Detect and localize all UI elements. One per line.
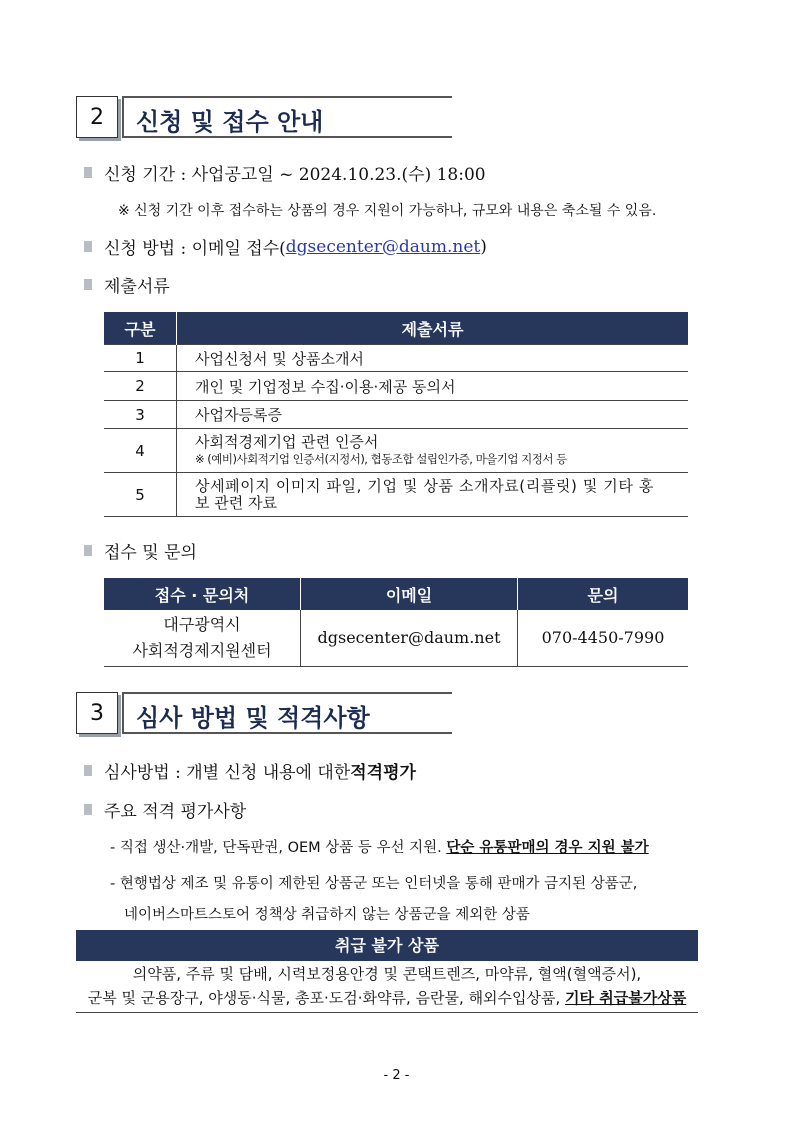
row-sub-text: ※ (예비)사회적기업 인증서(지정서), 협동조합 설립인가증, 마을기업 지정서 등 xyxy=(195,451,567,466)
bullet-square-icon xyxy=(84,241,92,252)
review-method-text: 심사방법 : 개별 신청 내용에 대한 xyxy=(104,763,351,783)
row-text: 개인 및 기업정보 수집·이용·제공 동의서 xyxy=(177,372,689,401)
criteria-item-1-bold: 단순 유통판매의 경우 지원 불가 xyxy=(446,840,649,856)
page-number: - 2 - xyxy=(383,1068,410,1083)
row-text xyxy=(177,473,689,517)
contact-org-line1: 대구광역시 xyxy=(163,614,241,634)
bullet-square-icon xyxy=(84,279,92,290)
section-number: 2 xyxy=(76,96,118,138)
table-row xyxy=(104,345,688,372)
prohibited-items-body xyxy=(76,961,698,1013)
docs-label-text: 제출서류 xyxy=(104,277,170,297)
bullet-square-icon xyxy=(84,167,92,178)
criteria-label-text: 주요 적격 평가사항 xyxy=(104,802,247,822)
header-contact: 접수 · 문의처 xyxy=(104,578,301,610)
apply-method xyxy=(84,234,487,259)
contact-label xyxy=(84,538,197,563)
apply-period-note: ※ 신청 기간 이후 접수하는 상품의 경우 지원이 가능하나, 규모와 내용은 축소될 수 있음. xyxy=(118,203,657,219)
apply-period xyxy=(84,160,486,185)
criteria-item-2-line2: 네이버스마트스토어 정책상 취급하지 않는 상품군을 제외한 상품 xyxy=(124,907,530,923)
contact-email: dgsecenter@daum.net xyxy=(301,610,518,666)
header-side-rule xyxy=(122,96,124,136)
section-title: 심사 방법 및 적격사항 xyxy=(136,704,370,732)
prohibited-items-line2-text: 군복 및 군용장구, 야생동·식물, 총포·도검·화약류, 음란물, 해외수입상품, xyxy=(87,989,566,1007)
header-side-rule xyxy=(122,692,124,732)
row-main-text-cont: 보 관련 자료 xyxy=(195,493,277,512)
docs-label xyxy=(84,272,170,297)
criteria-item-1 xyxy=(110,836,649,857)
section-title: 신청 및 접수 안내 xyxy=(136,108,324,136)
table-header-row xyxy=(104,578,688,610)
contact-org xyxy=(104,610,301,666)
prohibited-items-line2-bold: 기타 취급불가상품 xyxy=(565,989,687,1007)
row-number: 1 xyxy=(104,345,177,372)
bullet-square-icon xyxy=(84,765,92,776)
criteria-item-2-line1: - 현행법상 제조 및 유통이 제한된 상품군 또는 인터넷을 통해 판매가 금지된 상품군, xyxy=(110,876,638,892)
documents-table xyxy=(104,312,688,517)
criteria-item-1-text: - 직접 생산·개발, 단독판권, OEM 상품 등 우선 지원. xyxy=(110,840,447,856)
prohibited-items-box xyxy=(76,930,698,1013)
prohibited-items-line2 xyxy=(76,986,698,1010)
review-method-bold: 적격평가 xyxy=(350,763,416,783)
header-top-rule xyxy=(122,96,452,98)
table-row xyxy=(104,473,688,517)
email-link[interactable]: dgsecenter@daum.net xyxy=(285,236,481,257)
contact-table xyxy=(104,578,688,667)
header-inquiry: 문의 xyxy=(518,578,689,610)
apply-period-text: 신청 기간 : 사업공고일 ~ 2024.10.23.(수) 18:00 xyxy=(104,165,486,185)
contact-org-line2: 사회적경제지원센터 xyxy=(132,640,272,660)
row-main-text: 사회적경제기업 관련 인증서 xyxy=(195,432,379,451)
row-number: 3 xyxy=(104,401,177,429)
table-header-row xyxy=(104,312,688,345)
table-row xyxy=(104,429,688,473)
header-category: 구분 xyxy=(104,312,177,345)
row-text xyxy=(177,429,689,473)
row-number: 2 xyxy=(104,372,177,401)
bullet-square-icon xyxy=(84,545,92,556)
criteria-item-2 xyxy=(110,872,637,924)
bullet-square-icon xyxy=(84,804,92,815)
review-method xyxy=(84,758,416,783)
contact-label-text: 접수 및 문의 xyxy=(104,543,197,563)
section-number: 3 xyxy=(76,692,118,734)
row-number: 5 xyxy=(104,473,177,517)
apply-method-prefix: 신청 방법 : 이메일 접수( xyxy=(104,239,286,259)
prohibited-items-title: 취급 불가 상품 xyxy=(76,930,698,961)
criteria-label xyxy=(84,797,246,822)
table-row xyxy=(104,372,688,401)
row-text: 사업신청서 및 상품소개서 xyxy=(177,345,689,372)
contact-phone: 070-4450-7990 xyxy=(518,610,689,666)
row-main-text: 상세페이지 이미지 파일, 기업 및 상품 소개자료(리플릿) 및 기타 홍 xyxy=(195,476,654,495)
table-row xyxy=(104,610,688,666)
apply-method-suffix: ) xyxy=(480,236,487,257)
table-row xyxy=(104,401,688,429)
header-email: 이메일 xyxy=(301,578,518,610)
header-documents: 제출서류 xyxy=(177,312,689,345)
header-top-rule xyxy=(122,692,452,694)
row-number: 4 xyxy=(104,429,177,473)
row-text: 사업자등록증 xyxy=(177,401,689,429)
prohibited-items-line1: 의약품, 주류 및 담배, 시력보정용안경 및 콘택트렌즈, 마약류, 혈액(혈액증서), xyxy=(132,965,642,983)
